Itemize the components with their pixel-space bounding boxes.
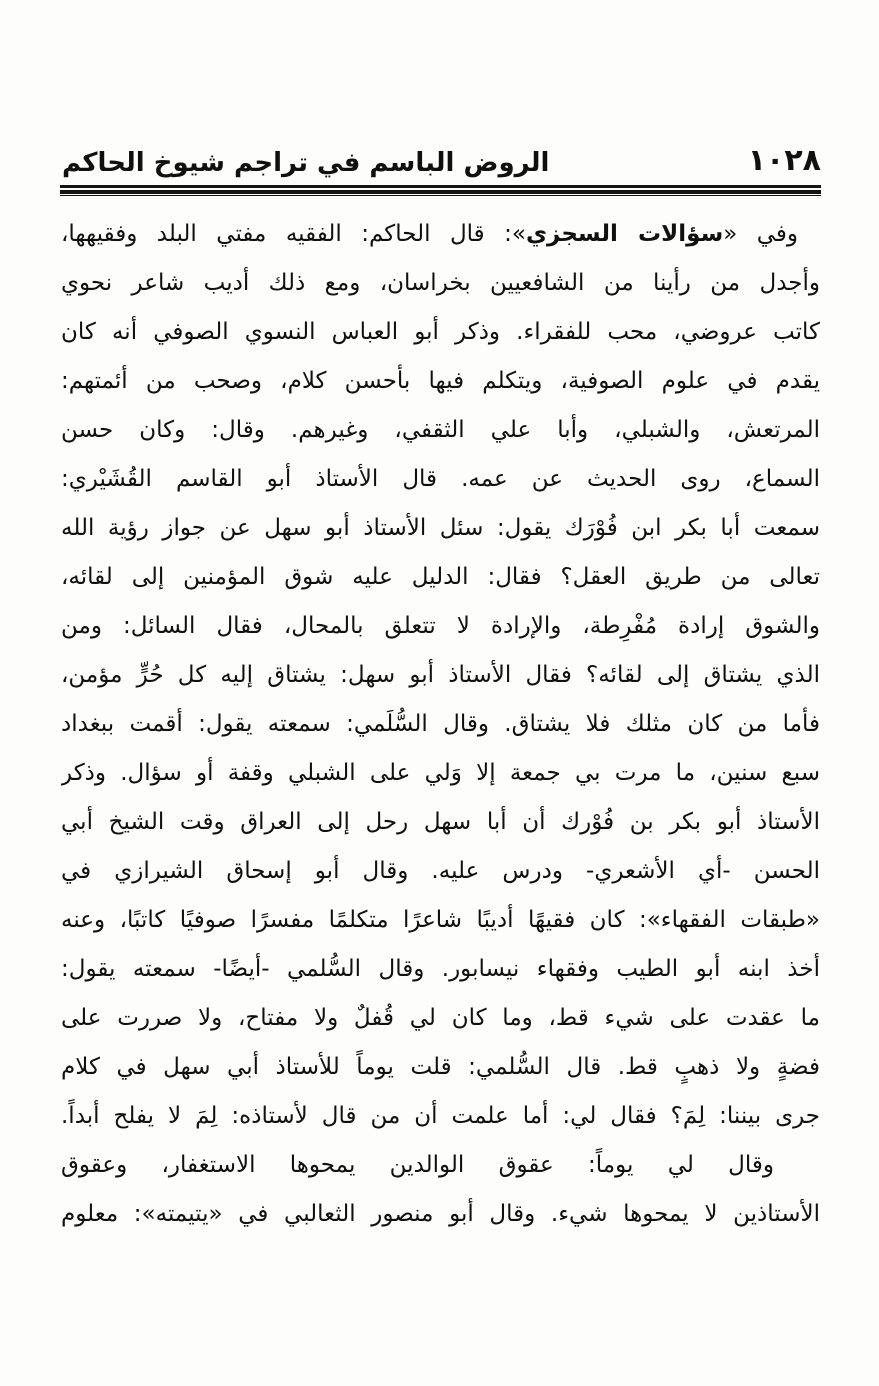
- text-line: يقدم في علوم الصوفية، ويتكلم فيها بأحسن كلام، وصحب من أئمتهم:: [61, 368, 820, 394]
- book-title: الروض الباسم في تراجم شيوخ الحاكم: [62, 148, 550, 178]
- text-line: «طبقات الفقهاء»: كان فقيهًا أديبًا شاعرًا متكلمًا مفسرًا صوفيًا كاتبًا، وعنه: [61, 907, 820, 933]
- text-line: الأستاذ أبو بكر بن فُوْرك أن أبا سهل رحل إلى العراق وقت الشيخ أبي: [61, 809, 820, 835]
- text-line: فضةٍ ولا ذهبٍ قط. قال السُّلمي: قلت يوماً للأستاذ أبي سهل في كلام: [61, 1054, 820, 1080]
- text-line: والشوق إرادة مُفْرِطة، والإرادة لا تتعلق بالمحال، فقال السائل: ومن: [61, 613, 820, 639]
- text-line: الذي يشتاق إلى لقائه؟ فقال الأستاذ أبو سهل: يشتاق إليه كل حُرٍّ مؤمن،: [61, 662, 820, 688]
- text-line: وقال لي يوماً: عقوق الوالدين يمحوها الاستغفار، وعقوق: [61, 1152, 774, 1178]
- text-line: سمعت أبا بكر ابن فُوْرَك يقول: سئل الأستاذ أبو سهل عن جواز رؤية الله: [61, 515, 820, 541]
- text-line: السماع، روى الحديث عن عمه. قال الأستاذ أبو القاسم القُشَيْري:: [61, 466, 820, 492]
- text-line: المرتعش، والشبلي، وأبا علي الثقفي، وغيرهم. وقال: وكان حسن: [61, 417, 820, 443]
- text-line: فأما من كان مثلك فلا يشتاق. وقال السُّلَمي: سمعته يقول: أقمت ببغداد: [61, 711, 820, 737]
- paragraph: [61, 210, 820, 1141]
- text-line: جرى بيننا: لِمَ؟ فقال لي: أما علمت أن من قال لأستاذه: لِمَ لا يفلح أبداً.: [61, 1103, 820, 1129]
- text-line: سبع سنين، ما مرت بي جمعة إلا وَلي على الشبلي وقفة أو سؤال. وذكر: [61, 760, 820, 786]
- text-line: الحسن -أي الأشعري- ودرس عليه. وقال أبو إسحاق الشيرازي في: [61, 858, 820, 884]
- text-line: وأجدل من رأينا من الشافعيين بخراسان، ومع ذلك أديب شاعر نحوي: [61, 270, 820, 296]
- text-line: ما عقدت على شيء قط، وما كان لي قُفلٌ ولا مفتاح، ولا صررت على: [61, 1005, 820, 1031]
- text-line: أخذ ابنه أبو الطيب وفقهاء نيسابور. وقال السُّلمي -أيضًا- سمعته يقول:: [61, 956, 820, 982]
- paragraph: [61, 1141, 820, 1239]
- text-line: الأستاذين لا يمحوها شيء. وقال أبو منصور الثعالبي في «يتيمته»: معلوم: [61, 1201, 820, 1227]
- page-number: ١٠٢٨: [747, 143, 821, 178]
- text-line: وفي «سؤالات السجزي»: قال الحاكم: الفقيه مفتي البلد وفقيهها،: [61, 221, 799, 247]
- page-header: [62, 132, 821, 176]
- text-line: تعالى من طريق العقل؟ فقال: الدليل عليه شوق المؤمنين إلى لقائه،: [61, 564, 820, 590]
- body-text: [61, 210, 820, 1239]
- text-line: كاتب عروضي، محب للفقراء. وذكر أبو العباس النسوي الصوفي أنه كان: [61, 319, 820, 345]
- header-rule: [60, 185, 821, 196]
